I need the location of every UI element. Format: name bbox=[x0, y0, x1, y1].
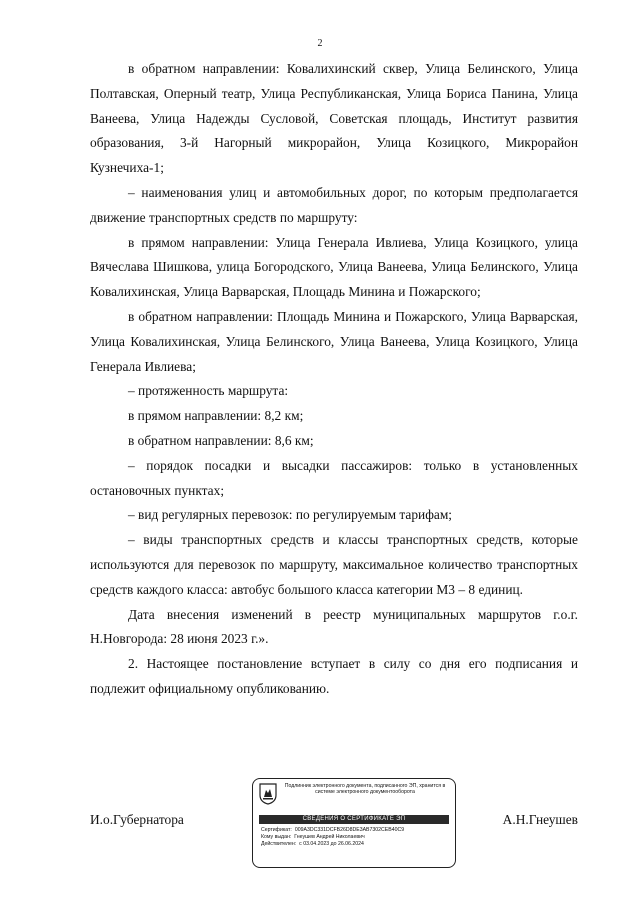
paragraph-reverse-stops: в обратном направлении: Ковалихинский сквер, Улица Белинского, Улица Полтавская, Оперный театр, Улица Республиканская, Улица Бориса Панина, Улица Ванеева, Улица Надежды Сусловой, Советская площадь, Институт развития образования, 3-й Нагорный микрорайон, Улица Козицкого, Микрорайон Кузнечиха-1; bbox=[90, 61, 578, 176]
paragraph-streets-heading: – наименования улиц и автомобильных дорог, по которым предполагается движение транспортных средств по маршруту: bbox=[90, 184, 578, 225]
certificate-value: 009A3DC331DCFB26D8DE3AB7302CEB40C9 bbox=[294, 827, 405, 833]
validity-value: с 03.04.2023 до 26.06.2024 bbox=[299, 840, 364, 847]
stamp-title-bar: СВЕДЕНИЯ О СЕРТИФИКАТЕ ЭП bbox=[259, 815, 449, 824]
paragraph-reverse-length: в обратном направлении: 8,6 км; bbox=[128, 432, 314, 448]
signatory-position: И.о.Губернатора bbox=[90, 812, 184, 827]
paragraph-route-length: – протяженность маршрута: bbox=[128, 383, 289, 399]
paragraph-effective-clause: 2. Настоящее постановление вступает в силу со дня его подписания и подлежит официальному опубликованию. bbox=[90, 656, 578, 696]
validity-label: Действителен: bbox=[261, 840, 297, 847]
paragraph-reverse-streets: в обратном направлении: Площадь Минина и Пожарского, Улица Варварская, Улица Ковалихинская, Улица Белинского, Улица Ванеева, Улица Козицкого, Улица Генерала Ивлиева; bbox=[90, 308, 578, 374]
paragraph-registry-date: Дата внесения изменений в реестр муниципальных маршрутов г.о.г. Н.Новгорода: 28 июня 2023 г.». bbox=[90, 606, 578, 647]
certificate-label: Сертификат: bbox=[261, 827, 292, 833]
signatory-name: А.Н.Гнеушев bbox=[502, 812, 578, 827]
issued-to-value: Гнеушев Андрей Николаевич bbox=[294, 833, 365, 840]
paragraph-forward-streets: в прямом направлении: Улица Генерала Ивлиева, Улица Козицкого, улица Вячеслава Шишкова, улица Богородского, Улица Ванеева, Улица Белинского, Улица Ковалихинская, Улица Варварская, Площадь Минина и Пожарского; bbox=[90, 234, 578, 300]
digital-signature-stamp bbox=[252, 778, 456, 868]
validity-row bbox=[261, 841, 447, 848]
issued-to-row bbox=[261, 834, 447, 841]
paragraph-transport-type: – вид регулярных перевозок: по регулируемым тарифам; bbox=[128, 507, 453, 523]
certificate-row bbox=[261, 827, 447, 834]
issued-to-label: Кому выдан: bbox=[261, 833, 292, 840]
paragraph-vehicle-classes: – виды транспортных средств и классы транспортных средств, которые используются для перевозок по маршруту, максимальное количество транспортных средств каждого класса: автобус большого класса категории М3 – 8 единиц. bbox=[90, 532, 578, 597]
page-number: 2 bbox=[317, 38, 323, 49]
document-body bbox=[90, 57, 578, 702]
stamp-details bbox=[253, 824, 455, 847]
coat-of-arms-icon bbox=[259, 783, 277, 805]
paragraph-forward-length: в прямом направлении: 8,2 км; bbox=[128, 408, 304, 424]
stamp-note: Подлинник электронного документа, подписанного ЭП, хранится в системе электронного документооборота bbox=[284, 783, 446, 796]
paragraph-boarding-order: – порядок посадки и высадки пассажиров: только в установленных остановочных пунктах; bbox=[90, 457, 578, 498]
